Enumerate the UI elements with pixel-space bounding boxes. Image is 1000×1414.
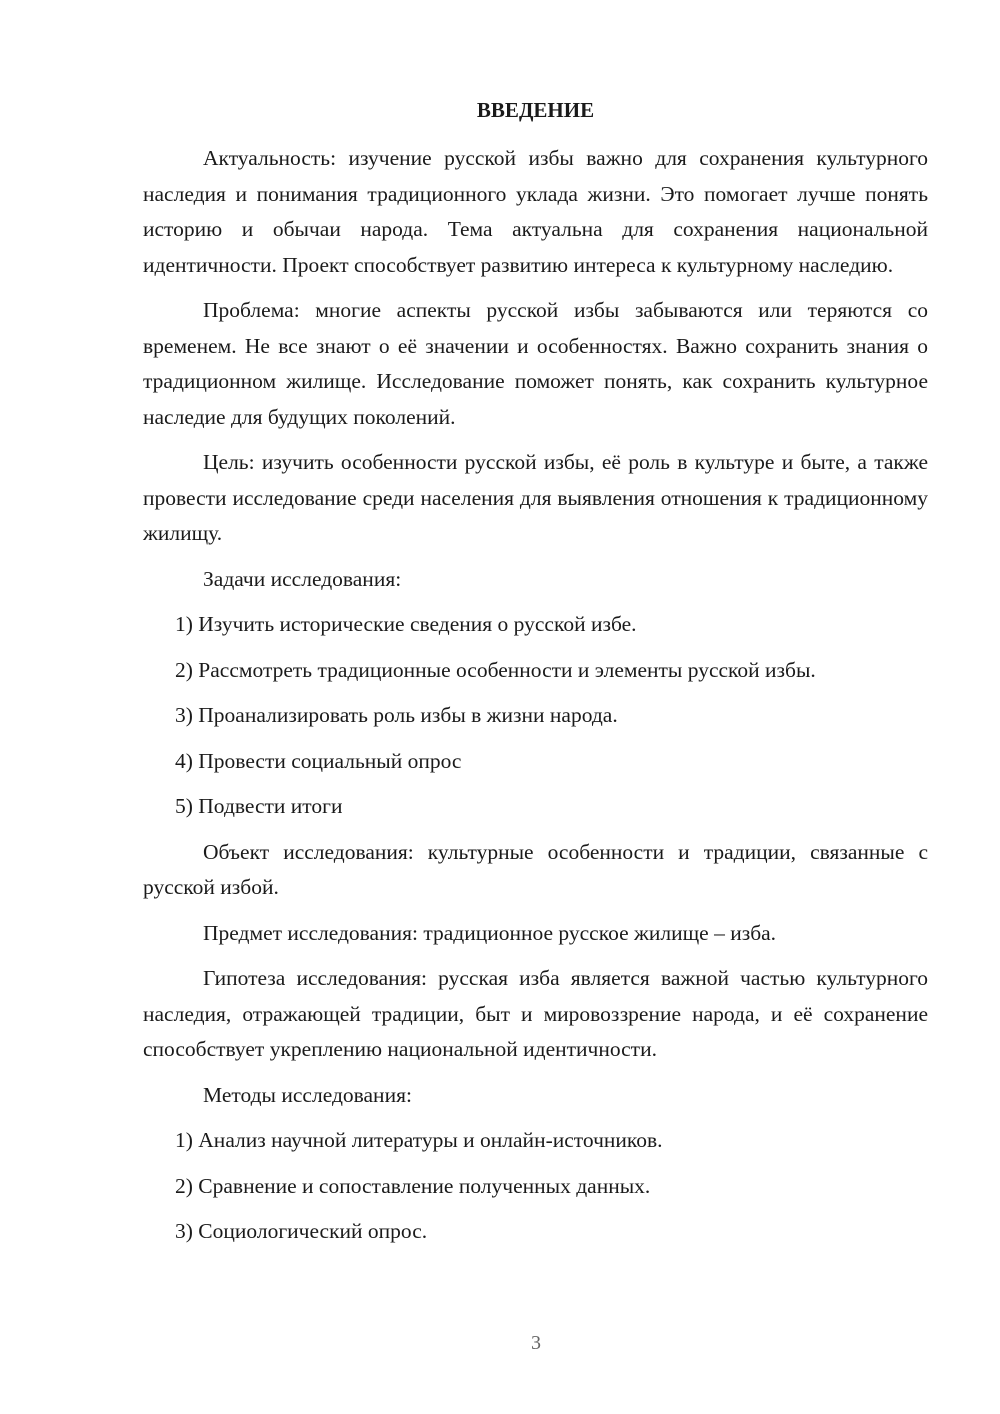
- task-item: 4) Провести социальный опрос: [175, 748, 462, 773]
- page-title: ВВЕДЕНИЕ: [476, 98, 595, 122]
- task-item: 3) Проанализировать роль избы в жизни народа.: [175, 703, 618, 727]
- page-number: 3: [531, 1332, 541, 1354]
- method-item: 1) Анализ научной литературы и онлайн-источников.: [175, 1128, 663, 1152]
- object-paragraph: Объект исследования: культурные особенности и традиции, связанные с русской избой.: [143, 839, 928, 899]
- method-item: 3) Социологический опрос.: [175, 1219, 428, 1243]
- relevance-paragraph: Актуальность: изучение русской избы важно для сохранения культурного наследия и понимания традиционного уклада жизни. Это помогает лучше понять историю и обычаи народа. Тема актуальна для сохранения национальной идентичности. Проект способствует развитию интереса к культурному наследию.: [143, 146, 928, 277]
- task-item: 5) Подвести итоги: [175, 794, 343, 818]
- task-item: 2) Рассмотреть традиционные особенности и элементы русской избы.: [175, 657, 816, 682]
- goal-paragraph: Цель: изучить особенности русской избы, её роль в культуре и быте, а также провести исследование среди населения для выявления отношения к традиционному жилищу.: [143, 450, 928, 545]
- method-item: 2) Сравнение и сопоставление полученных данных.: [175, 1173, 651, 1198]
- problem-paragraph: Проблема: многие аспекты русской избы забываются или теряются со временем. Не все знают о её значении и особенностях. Важно сохранить знания о традиционном жилище. Исследование поможет понять, как сохранить культурное наследие для будущих поколений.: [143, 298, 928, 429]
- task-item: 1) Изучить исторические сведения о русской избе.: [175, 612, 637, 636]
- tasks-heading: Задачи исследования:: [203, 566, 402, 591]
- page-content: [143, 95, 928, 1260]
- subject-paragraph: Предмет исследования: традиционное русское жилище – изба.: [203, 920, 777, 945]
- methods-heading: Методы исследования:: [203, 1082, 412, 1107]
- hypothesis-paragraph: Гипотеза исследования: русская изба является важной частью культурного наследия, отражающей традиции, быт и мировоззрение народа, и её сохранение способствует укреплению национальной идентичности.: [143, 966, 928, 1061]
